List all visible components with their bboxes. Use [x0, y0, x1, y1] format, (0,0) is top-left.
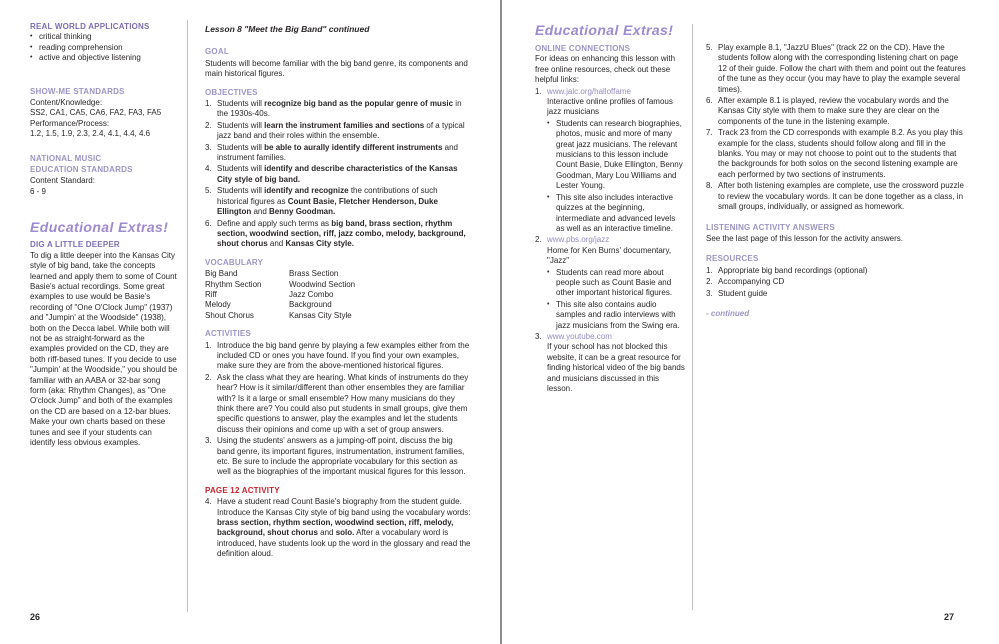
- online-connections-column: [535, 22, 685, 394]
- step-item: 5. Play example 8.1, "JazzU Blues" (track 22 on the CD). Have the students follow along with the corresponding listening chart on page 12 of their guide. Follow the chart with them and point out the features of the tune as they occur (you may have to play the example several times).: [706, 43, 966, 94]
- lesson-main-column: [205, 24, 471, 560]
- online-link-item: 3. www.youtube.com If your school has not blocked this website, it can be a great resource for finding historical video of the big bands and musicians discussed in this lesson.: [535, 331, 685, 393]
- educational-extras-title: Educational Extras!: [535, 22, 674, 38]
- dig-deeper-body: To dig a little deeper into the Kansas City style of big band, take the concepts learned and apply them to some of Count Basie's actual recordings. Some great examples to use would be Basie's recording of "One O'Clock Jump" (1937) and "Jumpin' at the Woodside" (1938), both on the Decca label. While both will not be as straight-forward as the examples provided on the CD, they are both riff-based tunes. If you decide to use "Jumpin' at the Woodside," you should be familiar with an AABA or 32-bar song form (aka: Rhythm Changes), as "One O'clock Jump" and both of the examples on the CD are based on a 12-bar blues. Make your own charts based on these tunes and see if your students can identify less obvious examples.: [30, 250, 178, 447]
- bullet-icon: •: [30, 33, 33, 41]
- sidebar-bullet-text: reading comprehension: [39, 42, 123, 52]
- activity-item: 2. Ask the class what they are hearing. What kinds of instruments do they hear? How is it similar/different than other ensembles they are familiar with? Is it a large or small ensemble? How many musicians do they think there are? You could also put students in small groups, give them specific questions to answer, play the examples and let the students discuss their opinions and come up with a set of group answers.: [205, 372, 469, 434]
- standards-line: Performance/Process:: [30, 118, 110, 128]
- sidebar-bullet-text: active and objective listening: [39, 53, 141, 63]
- link-bullet: • Students can research biographies, photos, music and more of many great jazz musicians. The relevant musicians to this lesson include Count Basie, Duke Ellington, Benny Goodman, Mary Lou Williams and Lester Young.: [547, 118, 683, 191]
- objective-item: 1. Students will recognize big band as the popular genre of music in the 1930s-40s.: [205, 99, 462, 119]
- column-divider: [692, 24, 693, 610]
- resources-heading: RESOURCES: [706, 254, 759, 264]
- step-item: 7. Track 23 from the CD corresponds with example 8.2. As you play this example for the class, students should follow along and fill in the blanks. You may or may not choose to point out to the students that the backgrounds for both solos on the second listening example are each performed by two sections of instruments.: [706, 128, 963, 179]
- standards-line: 1.2, 1.5, 1.9, 2.3, 2.4, 4.1, 4.4, 4.6: [30, 129, 151, 139]
- page-number-right: 27: [944, 612, 955, 622]
- objective-item: 5. Students will identify and recognize the contributions of such historical figures as Count Basie, Fletcher Henderson, Duke Ellington and Benny Goodman.: [205, 186, 438, 217]
- vocab-row: Riff Jazz Combo: [205, 289, 334, 299]
- page-number-left: 26: [30, 612, 41, 622]
- online-link-item: 2. www.pbs.org/jazz Home for Ken Burns' documentary, "Jazz" • Students can read more about people such as Count Basie and other important historical figures. • This site also contains audio samples and radio interviews with jazz musicians from the Swing era.: [535, 235, 685, 331]
- national-standards-heading: NATIONAL MUSIC: [30, 153, 102, 163]
- activity-item: 1. Introduce the big band genre by playing a few examples either from the included CD or ones you have found. If you find your own examples, make sure they are from the above-mentioned historical figures.: [205, 340, 470, 371]
- pbs-link[interactable]: www.pbs.org/jazz: [547, 235, 610, 245]
- activities-heading: ACTIVITIES: [205, 329, 252, 339]
- list-item: [30, 32, 178, 42]
- bullet-icon: •: [547, 193, 550, 201]
- step-item: 6. After example 8.1 is played, review the vocabulary words and the Kansas City style with them to make sure they are clear on the components of the tune in the listening example.: [706, 96, 949, 126]
- list-item: [30, 53, 178, 63]
- standards-line: SS2, CA1, CA5, CA6, FA2, FA3, FA5: [30, 108, 162, 118]
- online-connections-heading: ONLINE CONNECTIONS: [535, 44, 631, 53]
- continued-marker: - continued: [706, 308, 750, 318]
- vocab-row: Shout Chorus Kansas City Style: [205, 310, 352, 320]
- lesson-header: Lesson 8 "Meet the Big Band" continued: [205, 24, 370, 34]
- listening-answers-body: See the last page of this lesson for the activity answers.: [706, 233, 903, 243]
- bullet-icon: •: [547, 119, 550, 127]
- standards-line: 6 - 9: [30, 186, 47, 196]
- link-bullet: • This site also contains audio samples and radio interviews with jazz musicians from the Swing era.: [547, 299, 680, 330]
- link-description: Home for Ken Burns' documentary, "Jazz": [547, 245, 672, 266]
- show-me-heading: SHOW-ME STANDARDS: [30, 86, 125, 96]
- link-bullet: • This site also includes interactive quizzes at the beginning, intermediate and advanced levels as well as an interactive timeline.: [547, 192, 676, 233]
- national-standards-heading-line2: EDUCATION STANDARDS: [30, 165, 133, 175]
- objective-item: 6. Define and apply such terms as big band, brass section, rhythm section, woodwind section, riff, jazz combo, melody, background, shout chorus and Kansas City style.: [205, 218, 466, 249]
- steps-column: [706, 42, 968, 319]
- online-connections-intro: For ideas on enhancing this lesson with free online resources, check out these helpful links:: [535, 54, 676, 85]
- resource-item: 2. Accompanying CD: [706, 277, 785, 287]
- dig-deeper-heading: DIG A LITTLE DEEPER: [30, 240, 120, 250]
- vocab-row: Melody Background: [205, 300, 332, 310]
- bullet-icon: •: [547, 300, 550, 308]
- activity-item: 4. Have a student read Count Basie's biography from the student guide. Introduce the Kansas City style of big band using the vocabulary words: brass section, rhythm section, woodwind section, riff, melody, background, shout chorus and solo. After a vocabulary word is introduced, have students look up the word in the glossary and read the definition aloud.: [205, 497, 471, 559]
- column-divider: [187, 20, 188, 612]
- objective-item: 4. Students will identify and describe characteristics of the Kansas City style of big band.: [205, 164, 458, 184]
- link-bullet: • Students can read more about people such as Count Basie and other important historical figures.: [547, 267, 673, 298]
- link-description: If your school has not blocked this website, it can be a great resource for finding historical video of the big bands and musicians discussed in this lesson.: [547, 342, 685, 393]
- goal-heading: GOAL: [205, 47, 229, 57]
- resource-item: 3. Student guide: [706, 288, 768, 298]
- vocab-row: Rhythm Section Woodwind Section: [205, 279, 356, 289]
- listening-answers-heading: LISTENING ACTIVITY ANSWERS: [706, 222, 835, 232]
- resource-item: 1. Appropriate big band recordings (optional): [706, 265, 868, 275]
- step-item: 8. After both listening examples are complete, use the crossword puzzle to review the vocabulary words. It can be done together as a class, in small groups, individually, or assigned as homework.: [706, 181, 964, 212]
- educational-extras-title: Educational Extras!: [30, 219, 169, 236]
- bullet-icon: •: [30, 54, 33, 62]
- bullet-icon: •: [30, 43, 33, 51]
- activity-item: 3. Using the students' answers as a jumping-off point, discuss the big band genre, its important figures, instrumentation, instrument families, etc. Be sure to include the appropriate vocabulary for this section as well as the biographies of the important musical figures for this lesson.: [205, 436, 466, 477]
- page-gutter: [500, 0, 502, 644]
- list-item: [30, 43, 178, 53]
- jalc-link[interactable]: www.jalc.org/halloffame: [547, 86, 631, 96]
- goal-body: Students will become familiar with the big band genre, its components and main historical figures.: [205, 58, 468, 79]
- page12-activity-heading: PAGE 12 ACTIVITY: [205, 485, 280, 495]
- objective-item: 2. Students will learn the instrument families and sections of a typical jazz band and their roles within the ensemble.: [205, 120, 465, 141]
- online-link-item: 1. www.jalc.org/halloffame Interactive online profiles of famous jazz musicians • Students can research biographies, photos, music and more of many great jazz musicians. The relevant musicians to this lesson include Count Basie, Duke Ellington, Benny Goodman, Mary Lou Williams and Lester Young. • This site also includes interactive quizzes at the beginning, intermediate and advanced levels as well as an interactive timeline.: [535, 87, 685, 235]
- link-description: Interactive online profiles of famous jazz musicians: [547, 97, 673, 117]
- standards-line: Content Standard:: [30, 176, 95, 186]
- vocabulary-heading: VOCABULARY: [205, 257, 264, 267]
- bullet-icon: •: [547, 268, 550, 276]
- objectives-heading: OBJECTIVES: [205, 87, 258, 97]
- real-world-heading: REAL WORLD APPLICATIONS: [30, 22, 150, 31]
- vocab-row: Big Band Brass Section: [205, 269, 339, 279]
- youtube-link[interactable]: www.youtube.com: [547, 331, 612, 341]
- standards-line: Content/Knowledge:: [30, 98, 103, 108]
- sidebar-bullet-text: critical thinking: [39, 32, 92, 42]
- left-sidebar: [30, 22, 178, 448]
- objective-item: 3. Students will be able to aurally identify different instruments and instrument families.: [205, 142, 458, 163]
